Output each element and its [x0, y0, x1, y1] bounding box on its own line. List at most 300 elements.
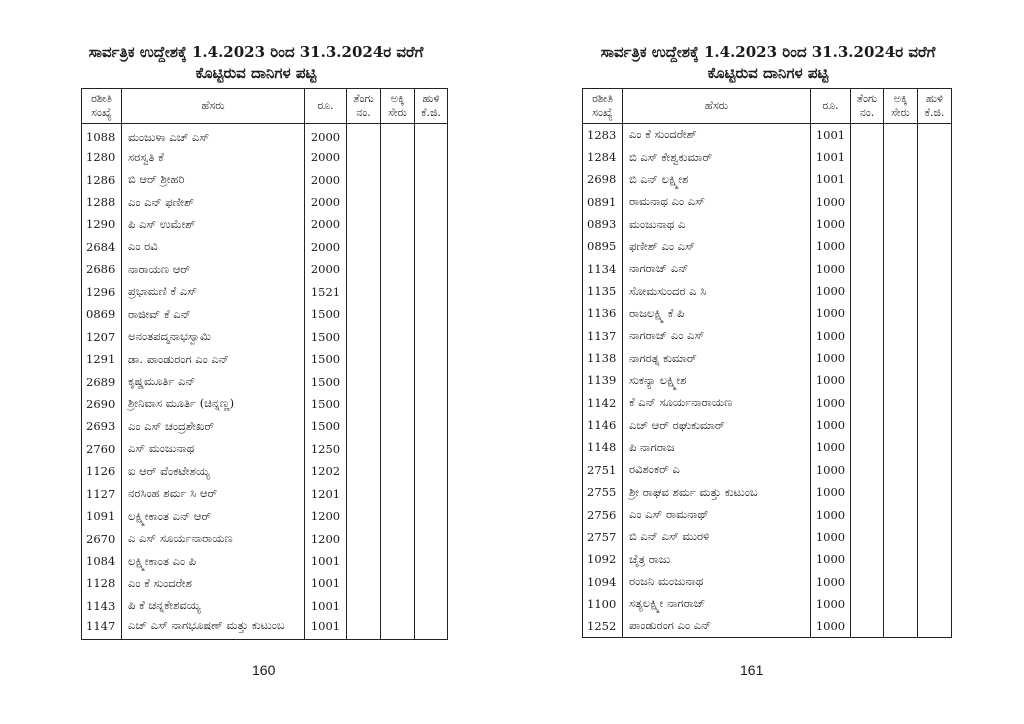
coconut-cell: [851, 548, 884, 570]
coconut-cell: [851, 570, 884, 592]
amount-cell: 1000: [811, 414, 851, 436]
rice-cell: [381, 281, 415, 303]
receipt-no-cell: 1146: [583, 414, 623, 436]
coconut-cell: [851, 302, 884, 324]
table-row: [583, 526, 952, 548]
table-row: [583, 615, 952, 637]
receipt-no-cell: 1088: [82, 124, 122, 146]
amount-cell: 2000: [305, 258, 347, 280]
rice-cell: [381, 213, 415, 235]
amount-cell: 1250: [305, 438, 347, 460]
table-row: [82, 146, 448, 168]
coconut-cell: [347, 572, 381, 594]
header-name: ಹೆಸರು: [122, 89, 305, 124]
receipt-no-cell: 1142: [583, 392, 623, 414]
amount-cell: 1000: [811, 213, 851, 235]
receipt-no-cell: 0893: [583, 213, 623, 235]
tamarind-cell: [918, 526, 952, 548]
tamarind-cell: [918, 168, 952, 190]
donor-name-cell: ಎಸ್ ಮಂಜುನಾಥ: [122, 438, 305, 460]
amount-cell: 1500: [305, 325, 347, 347]
amount-cell: 1500: [305, 393, 347, 415]
table-header-row: [82, 89, 448, 124]
donor-name-cell: ಶ್ರೀ ರಾಘವ ಶರ್ಮ ಮತ್ತು ಕುಟುಂಬ: [623, 481, 811, 503]
tamarind-cell: [918, 235, 952, 257]
rice-cell: [884, 615, 918, 637]
coconut-cell: [851, 481, 884, 503]
tamarind-cell: [918, 436, 952, 458]
amount-cell: 1001: [305, 572, 347, 594]
amount-cell: 1000: [811, 548, 851, 570]
donor-name-cell: ಚೈತ್ರ ರಾಜು: [623, 548, 811, 570]
table-row: [583, 593, 952, 615]
header-rice: ಅಕ್ಕಿ ಸೇರು: [884, 89, 918, 124]
tamarind-cell: [918, 593, 952, 615]
coconut-cell: [851, 369, 884, 391]
table-row: [583, 191, 952, 213]
receipt-no-cell: 2693: [82, 415, 122, 437]
rice-cell: [381, 168, 415, 190]
table-row: [82, 415, 448, 437]
amount-cell: 1000: [811, 526, 851, 548]
tamarind-cell: [918, 503, 952, 525]
rice-cell: [884, 481, 918, 503]
donor-name-cell: ಎಂ ಕೆ ಸುಂದರೇಶ್: [623, 124, 811, 146]
coconut-cell: [851, 414, 884, 436]
coconut-cell: [851, 526, 884, 548]
rice-cell: [884, 347, 918, 369]
receipt-no-cell: 1126: [82, 460, 122, 482]
amount-cell: 1000: [811, 347, 851, 369]
table-row: [583, 213, 952, 235]
tamarind-cell: [415, 415, 448, 437]
coconut-cell: [851, 124, 884, 146]
rice-cell: [884, 213, 918, 235]
donor-name-cell: ನಾಗರಾಜ್ ಎನ್: [623, 258, 811, 280]
coconut-cell: [347, 617, 381, 639]
coconut-cell: [347, 505, 381, 527]
tamarind-cell: [415, 168, 448, 190]
donor-name-cell: ರಾಮನಾಥ ಎಂ ಎಸ್: [623, 191, 811, 213]
amount-cell: 1500: [305, 348, 347, 370]
donor-name-cell: ಎಂ ಕೆ ಸುಂದರೇಶ: [122, 572, 305, 594]
rice-cell: [884, 325, 918, 347]
table-row: [583, 436, 952, 458]
rice-cell: [884, 503, 918, 525]
amount-cell: 2000: [305, 236, 347, 258]
tamarind-cell: [415, 483, 448, 505]
amount-cell: 1202: [305, 460, 347, 482]
tamarind-cell: [415, 527, 448, 549]
coconut-cell: [851, 436, 884, 458]
amount-cell: 1000: [811, 325, 851, 347]
tamarind-cell: [918, 325, 952, 347]
receipt-no-cell: 0895: [583, 235, 623, 257]
rice-cell: [381, 415, 415, 437]
amount-cell: 1000: [811, 191, 851, 213]
rice-cell: [884, 548, 918, 570]
receipt-no-cell: 1207: [82, 325, 122, 347]
table-row: [82, 236, 448, 258]
donor-name-cell: ಎಂ ಎಸ್ ರಾಮನಾಥ್: [623, 503, 811, 525]
coconut-cell: [851, 213, 884, 235]
table-row: [583, 168, 952, 190]
donor-name-cell: ಲಕ್ಷ್ಮೀಕಾಂತ ಎನ್ ಆರ್: [122, 505, 305, 527]
rice-cell: [884, 124, 918, 146]
coconut-cell: [347, 348, 381, 370]
header-receipt-no: ರಶೀತಿ ಸಂಖ್ಯೆ: [583, 89, 623, 124]
tamarind-cell: [918, 347, 952, 369]
amount-cell: 1001: [305, 595, 347, 617]
table-row: [82, 460, 448, 482]
table-row: [82, 505, 448, 527]
amount-cell: 2000: [305, 168, 347, 190]
header-amount: ರೂ.: [811, 89, 851, 124]
donor-name-cell: ರಾಜಲಕ್ಷ್ಮಿ ಕೆ ಪಿ: [623, 302, 811, 324]
receipt-no-cell: 2755: [583, 481, 623, 503]
tamarind-cell: [918, 146, 952, 168]
rice-cell: [884, 593, 918, 615]
receipt-no-cell: 2756: [583, 503, 623, 525]
tamarind-cell: [918, 392, 952, 414]
tamarind-cell: [415, 191, 448, 213]
donor-name-cell: ಕೆ ಎನ್ ಸೂರ್ಯನಾರಾಯಣ: [623, 392, 811, 414]
receipt-no-cell: 1134: [583, 258, 623, 280]
amount-cell: 1201: [305, 483, 347, 505]
coconut-cell: [347, 281, 381, 303]
coconut-cell: [851, 235, 884, 257]
header-coconut: ತೆಂಗು ನಂ.: [851, 89, 884, 124]
table-row: [82, 370, 448, 392]
coconut-cell: [347, 370, 381, 392]
donor-name-cell: ಎಂ ರವಿ: [122, 236, 305, 258]
header-coconut: ತೆಂಗು ನಂ.: [347, 89, 381, 124]
rice-cell: [884, 459, 918, 481]
amount-cell: 1001: [305, 617, 347, 639]
amount-cell: 1000: [811, 392, 851, 414]
receipt-no-cell: 1286: [82, 168, 122, 190]
tamarind-cell: [415, 325, 448, 347]
table-row: [82, 572, 448, 594]
table-row: [583, 124, 952, 146]
rice-cell: [884, 436, 918, 458]
donor-name-cell: ಲಕ್ಷ್ಮೀಕಾಂತ ಎಂ ಪಿ: [122, 550, 305, 572]
table-row: [82, 213, 448, 235]
tamarind-cell: [415, 438, 448, 460]
donor-name-cell: ಬಿ ಎನ್ ಲಕ್ಷ್ಮೀಶ: [623, 168, 811, 190]
receipt-no-cell: 1143: [82, 595, 122, 617]
receipt-no-cell: 2760: [82, 438, 122, 460]
donor-name-cell: ನಾಗರತ್ನ ಕುಮಾರ್: [623, 347, 811, 369]
tamarind-cell: [415, 213, 448, 235]
table-row: [583, 347, 952, 369]
receipt-no-cell: 1296: [82, 281, 122, 303]
rice-cell: [381, 572, 415, 594]
coconut-cell: [347, 438, 381, 460]
tamarind-cell: [415, 617, 448, 639]
coconut-cell: [851, 146, 884, 168]
donor-name-cell: ಸರಸ್ವತಿ ಕೆ: [122, 146, 305, 168]
coconut-cell: [851, 280, 884, 302]
tamarind-cell: [918, 481, 952, 503]
table-row: [82, 281, 448, 303]
amount-cell: 1000: [811, 615, 851, 637]
donor-name-cell: ಐ ಆರ್ ವೆಂಕಟೇಶಯ್ಯ: [122, 460, 305, 482]
coconut-cell: [347, 527, 381, 549]
rice-cell: [381, 236, 415, 258]
receipt-no-cell: 2684: [82, 236, 122, 258]
coconut-cell: [347, 146, 381, 168]
rice-cell: [884, 392, 918, 414]
table-row: [583, 302, 952, 324]
table-row: [583, 258, 952, 280]
rice-cell: [884, 302, 918, 324]
table-row: [82, 325, 448, 347]
donor-name-cell: ನಾರಾಯಣ ಆರ್: [122, 258, 305, 280]
coconut-cell: [851, 168, 884, 190]
donor-name-cell: ಸೋಮಸುಂದರ ಎ ಸಿ: [623, 280, 811, 302]
page-subtitle: ಕೊಟ್ಟಿರುವ ದಾನಿಗಳ ಪಟ್ಟಿ: [707, 64, 829, 82]
rice-cell: [381, 527, 415, 549]
receipt-no-cell: 2690: [82, 393, 122, 415]
coconut-cell: [347, 460, 381, 482]
page-title: ಸಾರ್ವತ್ರಿಕ ಉದ್ದೇಶಕ್ಕೆ 1.4.2023 ರಿಂದ 31.3.2024ರ ವರೆಗೆ: [88, 43, 424, 61]
rice-cell: [381, 483, 415, 505]
amount-cell: 1000: [811, 369, 851, 391]
rice-cell: [884, 235, 918, 257]
tamarind-cell: [918, 369, 952, 391]
donor-name-cell: ಮಂಜುನಾಥ ಎ: [623, 213, 811, 235]
donor-name-cell: ಎಂ ಎಸ್ ಚಂದ್ರಶೇಖರ್: [122, 415, 305, 437]
table-row: [82, 303, 448, 325]
donor-name-cell: ಅನಂತಪದ್ಮನಾಭಸ್ವಾಮಿ: [122, 325, 305, 347]
table-row: [583, 235, 952, 257]
rice-cell: [381, 617, 415, 639]
coconut-cell: [347, 393, 381, 415]
table-row: [82, 124, 448, 146]
receipt-no-cell: 1283: [583, 124, 623, 146]
coconut-cell: [347, 550, 381, 572]
table-row: [82, 527, 448, 549]
tamarind-cell: [415, 505, 448, 527]
coconut-cell: [347, 168, 381, 190]
amount-cell: 1000: [811, 593, 851, 615]
donor-name-cell: ಮಂಜುಳಾ ಎಚ್ ಎಸ್: [122, 124, 305, 146]
donor-name-cell: ಎಚ್ ಆರ್ ರಘುಕುಮಾರ್: [623, 414, 811, 436]
amount-cell: 1200: [305, 505, 347, 527]
coconut-cell: [347, 415, 381, 437]
donor-name-cell: ಪಿ ಕೆ ಚನ್ನಕೇಶವಯ್ಯ: [122, 595, 305, 617]
right-page: [512, 0, 1024, 724]
receipt-no-cell: 1135: [583, 280, 623, 302]
tamarind-cell: [918, 258, 952, 280]
header-receipt-no: ರಶೀತಿ ಸಂಖ್ಯೆ: [82, 89, 122, 124]
amount-cell: 1000: [811, 481, 851, 503]
page-number: 161: [740, 662, 764, 678]
coconut-cell: [347, 483, 381, 505]
tamarind-cell: [415, 146, 448, 168]
table-row: [82, 191, 448, 213]
rice-cell: [381, 438, 415, 460]
amount-cell: 1000: [811, 258, 851, 280]
tamarind-cell: [415, 124, 448, 146]
coconut-cell: [347, 258, 381, 280]
donor-name-cell: ರವಿಶಂಕರ್ ಎ: [623, 459, 811, 481]
tamarind-cell: [918, 302, 952, 324]
receipt-no-cell: 1091: [82, 505, 122, 527]
coconut-cell: [347, 191, 381, 213]
tamarind-cell: [918, 191, 952, 213]
table-row: [583, 280, 952, 302]
rice-cell: [884, 168, 918, 190]
header-amount: ರೂ.: [305, 89, 347, 124]
amount-cell: 1001: [811, 146, 851, 168]
table-row: [82, 348, 448, 370]
tamarind-cell: [918, 459, 952, 481]
table-row: [583, 548, 952, 570]
rice-cell: [381, 550, 415, 572]
rice-cell: [884, 191, 918, 213]
rice-cell: [884, 258, 918, 280]
coconut-cell: [851, 258, 884, 280]
donor-name-cell: ಡಾ. ಪಾಂಡುರಂಗ ಎಂ ಎನ್: [122, 348, 305, 370]
donor-name-cell: ಎ ಎಸ್ ಸೂರ್ಯನಾರಾಯಣ: [122, 527, 305, 549]
tamarind-cell: [415, 281, 448, 303]
table-row: [82, 595, 448, 617]
coconut-cell: [851, 615, 884, 637]
donor-name-cell: ಬಿ ಎನ್ ಎಸ್ ಮುರಳಿ: [623, 526, 811, 548]
tamarind-cell: [415, 595, 448, 617]
coconut-cell: [851, 191, 884, 213]
receipt-no-cell: 1138: [583, 347, 623, 369]
table-row: [583, 570, 952, 592]
receipt-no-cell: 2689: [82, 370, 122, 392]
rice-cell: [381, 348, 415, 370]
header-tamarind: ಹುಳಿ ಕೆ.ಜಿ.: [415, 89, 448, 124]
table-row: [583, 392, 952, 414]
rice-cell: [381, 124, 415, 146]
tamarind-cell: [415, 303, 448, 325]
tamarind-cell: [415, 393, 448, 415]
amount-cell: 1001: [305, 550, 347, 572]
receipt-no-cell: 1139: [583, 369, 623, 391]
donor-name-cell: ರಾಜೀವ್ ಕೆ ಎನ್: [122, 303, 305, 325]
donor-name-cell: ಕೃಷ್ಣಮೂರ್ತಿ ಎನ್: [122, 370, 305, 392]
table-row: [583, 459, 952, 481]
tamarind-cell: [415, 572, 448, 594]
receipt-no-cell: 2686: [82, 258, 122, 280]
rice-cell: [884, 570, 918, 592]
amount-cell: 1521: [305, 281, 347, 303]
tamarind-cell: [918, 548, 952, 570]
table-row: [583, 146, 952, 168]
amount-cell: 1000: [811, 503, 851, 525]
amount-cell: 1001: [811, 168, 851, 190]
rice-cell: [381, 191, 415, 213]
amount-cell: 1000: [811, 280, 851, 302]
amount-cell: 1000: [811, 302, 851, 324]
table-row: [82, 617, 448, 639]
table-row: [82, 168, 448, 190]
donor-name-cell: ಪಾಂಡುರಂಗ ಎಂ ಎನ್: [623, 615, 811, 637]
receipt-no-cell: 1094: [583, 570, 623, 592]
coconut-cell: [347, 325, 381, 347]
donor-name-cell: ಪ್ರಭಾಮಣಿ ಕೆ ಎಸ್: [122, 281, 305, 303]
tamarind-cell: [918, 570, 952, 592]
donor-name-cell: ಫಣೀಶ್ ಎಂ ಎಸ್: [623, 235, 811, 257]
receipt-no-cell: 2698: [583, 168, 623, 190]
tamarind-cell: [415, 348, 448, 370]
tamarind-cell: [918, 615, 952, 637]
receipt-no-cell: 1137: [583, 325, 623, 347]
table-row: [583, 325, 952, 347]
amount-cell: 1000: [811, 436, 851, 458]
receipt-no-cell: 1252: [583, 615, 623, 637]
donor-name-cell: ಎಂ ಎನ್ ಫಣೀಶ್: [122, 191, 305, 213]
rice-cell: [381, 393, 415, 415]
coconut-cell: [851, 503, 884, 525]
rice-cell: [381, 505, 415, 527]
amount-cell: 2000: [305, 191, 347, 213]
receipt-no-cell: 1291: [82, 348, 122, 370]
amount-cell: 1000: [811, 459, 851, 481]
tamarind-cell: [918, 414, 952, 436]
rice-cell: [381, 258, 415, 280]
receipt-no-cell: 1288: [82, 191, 122, 213]
donor-name-cell: ಪಿ ನಾಗರಾಜ: [623, 436, 811, 458]
receipt-no-cell: 0869: [82, 303, 122, 325]
rice-cell: [381, 146, 415, 168]
tamarind-cell: [415, 550, 448, 572]
rice-cell: [884, 414, 918, 436]
table-row: [583, 481, 952, 503]
receipt-no-cell: 1128: [82, 572, 122, 594]
receipt-no-cell: 1280: [82, 146, 122, 168]
receipt-no-cell: 1136: [583, 302, 623, 324]
amount-cell: 2000: [305, 213, 347, 235]
donor-table: [81, 88, 448, 640]
coconut-cell: [347, 124, 381, 146]
rice-cell: [884, 526, 918, 548]
donor-name-cell: ನಾಗರಾಜ್ ಎಂ ಎಸ್: [623, 325, 811, 347]
coconut-cell: [851, 325, 884, 347]
donor-name-cell: ಎಚ್ ಎಸ್ ನಾಗಭೂಷಣ್ ಮತ್ತು ಕುಟುಂಬ: [122, 617, 305, 639]
coconut-cell: [851, 392, 884, 414]
rice-cell: [884, 369, 918, 391]
rice-cell: [381, 595, 415, 617]
table-row: [82, 438, 448, 460]
header-tamarind: ಹುಳಿ ಕೆ.ಜಿ.: [918, 89, 952, 124]
header-name: ಹೆಸರು: [623, 89, 811, 124]
tamarind-cell: [415, 236, 448, 258]
donor-name-cell: ಬಿ ಆರ್ ಶ್ರೀಹರಿ: [122, 168, 305, 190]
amount-cell: 1000: [811, 235, 851, 257]
page-title: ಸಾರ್ವತ್ರಿಕ ಉದ್ದೇಶಕ್ಕೆ 1.4.2023 ರಿಂದ 31.3.2024ರ ವರೆಗೆ: [600, 43, 936, 61]
table-row: [82, 258, 448, 280]
donor-name-cell: ರಂಜನಿ ಮಂಜುನಾಥ: [623, 570, 811, 592]
rice-cell: [884, 280, 918, 302]
tamarind-cell: [415, 370, 448, 392]
receipt-no-cell: 1084: [82, 550, 122, 572]
donor-name-cell: ಸತ್ಯಲಕ್ಷ್ಮೀ ನಾಗರಾಜ್: [623, 593, 811, 615]
receipt-no-cell: 2670: [82, 527, 122, 549]
coconut-cell: [347, 236, 381, 258]
coconut-cell: [347, 213, 381, 235]
coconut-cell: [851, 459, 884, 481]
page-subtitle: ಕೊಟ್ಟಿರುವ ದಾನಿಗಳ ಪಟ್ಟಿ: [195, 64, 317, 82]
tamarind-cell: [918, 213, 952, 235]
rice-cell: [381, 325, 415, 347]
